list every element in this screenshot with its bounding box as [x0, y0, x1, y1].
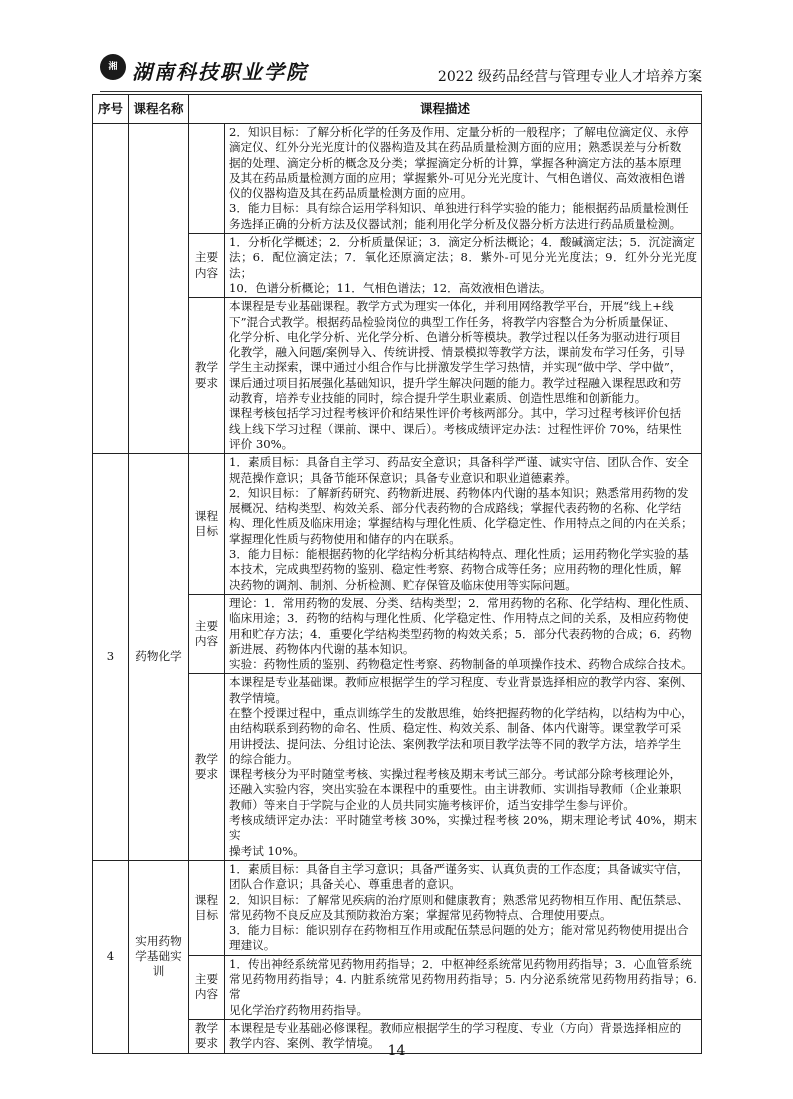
text-line: 据的处理、滴定分析的概念及分类；掌握滴定分析的计算，掌握各种滴定方法的基本原理	[229, 155, 682, 170]
text-line: 构、理化性质及临床用途；掌握结构与理化性质、化学稳定性、作用特点之间的内在关系；	[229, 516, 693, 531]
text-line: 考核成绩评定办法：平时随堂考核 30%，实操过程考核 20%，期末理论考试 40%，期末实	[229, 813, 697, 843]
sub-label-content: 主要内容	[189, 234, 225, 298]
row-number: 3	[93, 454, 129, 861]
text-line: 3．能力目标：具有综合运用学科知识、单独进行科学实验的能力；能根据药品质量检测任	[229, 201, 689, 216]
sub-label-goal: 课程目标	[189, 860, 225, 955]
text-line: 常见药物不良反应及其预防救治方案；掌握常见药物特点、合理使用要点。	[229, 907, 612, 922]
text-line: 1．素质目标：具备自主学习、药品安全意识；具备科学严谨、诚实守信、团队合作、安全	[229, 455, 689, 470]
document-title: 2022 级药品经营与管理专业人才培养方案	[437, 69, 702, 85]
main-content-cell	[225, 594, 702, 673]
sub-label-requirement: 教学要求	[189, 1019, 225, 1053]
text-line: 课后通过项目拓展强化基础知识，提升学生解决问题的能力。教学过程融入课程思政和劳	[229, 375, 682, 390]
text-line: 本课程是专业基础课程。教学方式为理实一体化，并利用网络教学平台，开展“线上+线	[229, 299, 674, 314]
text-line: 还融入实验内容，突出实验在本课程中的重要性。由主讲教师、实训指导教师（企业兼职	[229, 782, 682, 797]
text-line: 1．分析化学概述；2．分析质量保证；3．滴定分析法概论；4．酸碱滴定法；5．沉淀滴定	[229, 235, 695, 250]
text-line: 务选择正确的分析方法及仪器试剂；能利用化学分析及仪器分析方法进行药品质量检测。	[229, 216, 682, 231]
text-line: 评价 30%。	[229, 436, 294, 451]
text-line: 课程考核包括学习过程考核评价和结果性评价考核两部分。其中，学习过程考核评价包括	[229, 406, 682, 421]
text-line: 法；6．配位滴定法；7．氧化还原滴定法；8．紫外-可见分光光度法；9．红外分光光度法；	[229, 250, 697, 280]
header-rule	[100, 91, 702, 92]
text-line: 2．知识目标：了解分析化学的任务及作用、定量分析的一般程序；了解电位滴定仪、永停	[229, 125, 689, 139]
text-line: 的综合能力。	[229, 751, 299, 766]
text-line: 教学内容、案例、教学情境。	[229, 1036, 380, 1051]
text-line: 3．能力目标：能识别存在药物相互作用或配伍禁忌问题的处方；能对常见药物使用提出合	[229, 923, 689, 938]
row-number	[93, 124, 129, 454]
text-line: 1．素质目标：具备自主学习意识；具备严谨务实、认真负责的工作态度；具备诚实守信，	[229, 861, 689, 876]
sub-label-content: 主要内容	[189, 594, 225, 673]
text-line: 学生主动探索，课中通过小组合作与比拼激发学生学习热情，并实现“做中学、学中做”，	[229, 360, 682, 375]
text-line: 理论：1．常用药物的发展、分类、结构类型；2．常用药物的名称、化学结构、理化性质、	[229, 595, 696, 610]
text-line: 滴定仪、红外分光光度计的仪器构造及其在药品质量检测方面的应用；熟悉误差与分析数	[229, 140, 682, 155]
course-name: 实用药物学基础实训	[129, 860, 189, 1053]
header-no: 序号	[93, 95, 129, 124]
sub-label-content: 主要内容	[189, 955, 225, 1019]
text-line: 团队合作意识；具备关心、尊重患者的意识。	[229, 877, 461, 892]
text-line: 1．传出神经系统常见药物用药指导；2．中枢神经系统常见药物用药指导；3．心血管系统	[229, 956, 692, 971]
course-goal-cell	[225, 124, 702, 234]
row-number: 4	[93, 860, 129, 1053]
course-name: 药物化学	[129, 454, 189, 861]
text-line: 课程考核分为平时随堂考核、实操过程考核及期末考试三部分。考试部分除考核理论外，	[229, 767, 682, 782]
table-header-row	[93, 95, 702, 124]
text-line: 规范操作意识；具备节能环保意识；具备专业意识和职业道德素养。	[229, 470, 577, 485]
text-line: 常见药物用药指导；4. 内脏系统常见药物用药指导；5. 内分泌系统常见药物用药指导；6. 常	[229, 972, 697, 1002]
text-line: 化学分析、电化学分析、光化学分析、色谱分析等模块。教学过程以任务为驱动进行项目	[229, 329, 682, 344]
text-line: 2．知识目标：了解新药研究、药物新进展、药物体内代谢的基本知识；熟悉常用药物的发	[229, 485, 689, 500]
main-content-cell	[225, 955, 702, 1019]
text-line: 操考试 10%。	[229, 843, 305, 858]
text-line: 理建议。	[229, 938, 276, 953]
page-number: 14	[387, 1043, 406, 1059]
school-logo-icon: 湘	[100, 54, 126, 80]
text-line: 2．知识目标：了解常见疾病的治疗原则和健康教育；熟悉常见药物相互作用、配伍禁忌、	[229, 892, 689, 907]
school-name: 湖南科技职业学院	[132, 60, 308, 84]
text-line: 临床用途；3．药物的结构与理化性质、化学稳定性、作用特点之间的关系，及相应药物使	[229, 611, 689, 626]
course-goal-cell	[225, 454, 702, 595]
course-goal-cell	[225, 860, 702, 955]
text-line: 10．色谱分析概论；11．气相色谱法；12．高效液相色谱法。	[229, 280, 552, 295]
text-line: 动教育，培养专业技能的同时，综合提升学生职业素质、创造性思维和创新能力。	[229, 391, 647, 406]
text-line: 实验：药物性质的鉴别、药物稳定性考察、药物制备的单项操作技术、药物合成综合技术。	[229, 657, 693, 672]
text-line: 本课程是专业基础课。教师应根据学生的学习程度、专业背景选择相应的教学内容、案例、	[229, 675, 693, 690]
text-line: 下”混合式教学。根据药品检验岗位的典型工作任务，将教学内容整合为分析质量保证、	[229, 314, 676, 329]
requirement-cell	[225, 674, 702, 861]
text-line: 化教学，融入问题/案例导入、传统讲授、情景模拟等教学方法，课前发布学习任务，引导	[229, 345, 686, 360]
table-row	[93, 860, 702, 955]
text-line: 在整个授课过程中，重点训练学生的发散思维，始终把握药物的化学结构，以结构为中心，	[229, 705, 693, 720]
text-line: 用讲授法、提问法、分组讨论法、案例教学法和项目教学法等不同的教学方法，培养学生	[229, 736, 682, 751]
text-line: 仪的仪器构造及其在药品质量检测方面的应用。	[229, 186, 473, 201]
text-line: 掌握理化性质与药物使用和储存的内在联系。	[229, 531, 461, 546]
text-line: 展概况、结构类型、构效关系、部分代表药物的合成路线；掌握代表药物的名称、化学结	[229, 501, 682, 516]
text-line: 教学情境。	[229, 690, 287, 705]
page-header	[100, 52, 702, 90]
text-line: 线上线下学习过程（课前、课中、课后）。考核成绩评定办法：过程性评价 70%，结果性	[229, 421, 682, 436]
sub-label-requirement: 教学要求	[189, 298, 225, 454]
table-row	[93, 124, 702, 234]
text-line: 3．能力目标：能根据药物的化学结构分析其结构特点、理化性质；运用药物化学实验的基	[229, 547, 689, 562]
header-name: 课程名称	[129, 95, 189, 124]
text-line: 新进展、药物体内代谢的基本知识。	[229, 641, 415, 656]
main-content-cell	[225, 234, 702, 298]
text-line: 本技术，完成典型药物的鉴别、稳定性考察、药物合成等任务；应用药物的理化性质，解	[229, 562, 682, 577]
header-desc: 课程描述	[189, 95, 702, 124]
text-line: 见化学治疗药物用药指导。	[229, 1002, 369, 1017]
table-row	[93, 454, 702, 595]
text-line: 用和贮存方法；4．重要化学结构类型药物的构效关系；5．部分代表药物的合成；6．药物	[229, 626, 692, 641]
text-line: 由结构联系到药物的命名、性质、稳定性、构效关系、制备、体内代谢等。课堂教学可采	[229, 721, 682, 736]
text-line: 及其在药品质量检测方面的应用；掌握紫外-可见分光光度计、气相色谱仪、高效液相色谱	[229, 170, 686, 185]
text-line: 决药物的调剂、制剂、分析检测、贮存保管及临床使用等实际问题。	[229, 577, 577, 592]
sub-label	[189, 124, 225, 234]
text-line: 本课程是专业基础必修课程。教师应根据学生的学习程度、专业（方向）背景选择相应的	[229, 1020, 682, 1035]
text-line: 教师）等来自于学院与企业的人员共同实施考核评价，适当安排学生参与评价。	[229, 797, 635, 812]
requirement-cell	[225, 298, 702, 454]
course-name	[129, 124, 189, 454]
sub-label-goal: 课程目标	[189, 454, 225, 595]
sub-label-requirement: 教学要求	[189, 674, 225, 861]
course-table	[92, 94, 702, 1054]
